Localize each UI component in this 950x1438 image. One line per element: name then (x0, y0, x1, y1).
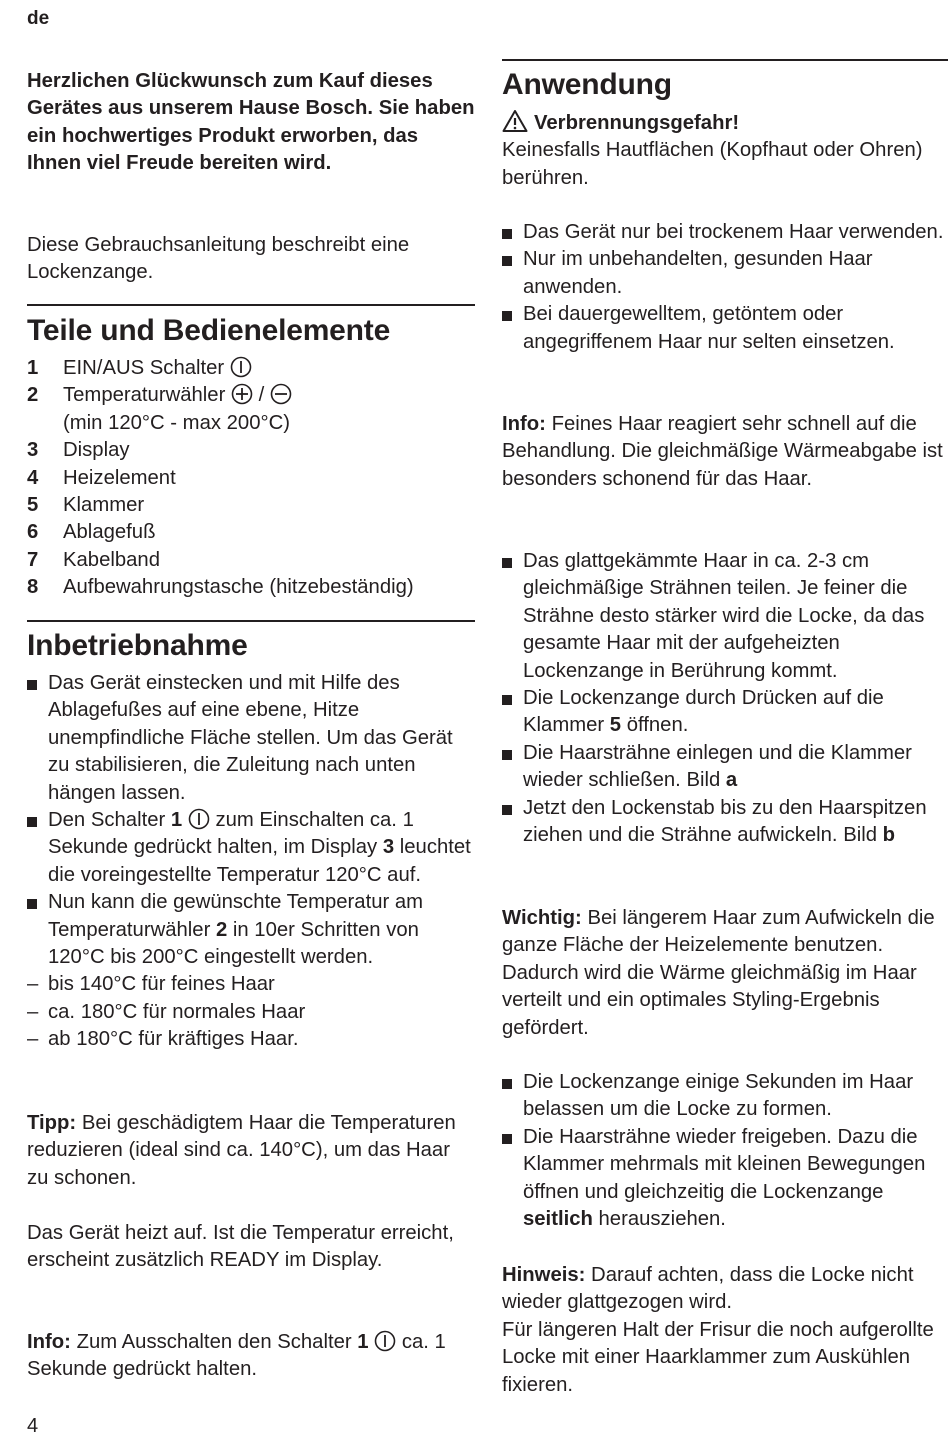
slash-separator: / (258, 384, 265, 407)
text-run: Zum Ausschalten den Schalter (76, 1331, 352, 1353)
list-item (502, 740, 948, 795)
text-run: Jetzt den Lockenstab bis zu den Haarspitzen ziehen und die Strähne aufwickeln. Bild (523, 796, 927, 847)
info-label: Info: (27, 1331, 71, 1353)
plus-icon (231, 383, 253, 405)
ref-number: 5 (609, 714, 622, 737)
text-run: zum Einschalten ca. 1 Sekunde gedrückt halten, im Display (48, 809, 414, 859)
note-text-2: Für längeren Halt der Frisur die noch aufgerollte Locke mit einer Haarklammer zum Auskühlen fixieren. (502, 1318, 934, 1396)
list-item: Nur im unbehandelten, gesunden Haar anwenden. (502, 246, 948, 301)
parts-item-label: EIN/AUS Schalter (63, 357, 225, 379)
note-line (502, 1262, 948, 1317)
parts-item-number: 3 (27, 439, 39, 462)
text-run: Nun kann die gewünschte Temperatur am Temperaturwähler (48, 891, 424, 941)
figure-ref: b (882, 824, 896, 847)
parts-item-label: Ablagefuß (63, 521, 156, 544)
text-run: herausziehen. (598, 1208, 726, 1231)
list-item: Die Lockenzange einige Sekunden im Haar belassen um die Locke zu formen. (502, 1069, 948, 1124)
tip-text: Bei geschädigtem Haar die Temperaturen reduzieren (ideal sind ca. 140°C), um das Haar zu schonen. (27, 1112, 456, 1189)
parts-item-label: Aufbewahrungstasche (hitzebeständig) (63, 576, 414, 599)
list-item (502, 795, 948, 850)
warning-title-text: Verbrennungsgefahr! (534, 112, 740, 134)
parts-item-number: 1 (27, 357, 39, 379)
list-item: Das glattgekämmte Haar in ca. 2-3 cm gleichmäßige Strähnen teilen. Je feiner die Strähne desto stärker wird die Locke, da das gesamte Haar mit der aufgeheizten Lockenzange in Berührung kommt. (502, 548, 948, 685)
parts-heading: Teile und Bedienelemente (27, 314, 391, 347)
page-number: 4 (27, 1415, 39, 1437)
emphasis: seitlich (523, 1208, 593, 1231)
power-icon (188, 808, 210, 830)
dash-item (27, 971, 475, 998)
tip-label: Tipp: (27, 1112, 77, 1134)
parts-item (27, 382, 475, 437)
minus-icon (270, 383, 292, 405)
parts-item-number: 7 (27, 548, 39, 571)
warning-text: Keinesfalls Hautflächen (Kopfhaut oder Ohren) berühren. (502, 139, 923, 189)
parts-list (27, 355, 475, 602)
dash-text: ab 180°C für kräftiges Haar. (48, 1028, 299, 1051)
list-item (502, 1124, 948, 1234)
parts-item (27, 519, 475, 546)
note-text: Darauf achten, dass die Locke nicht wieder glattgezogen wird. (502, 1264, 914, 1314)
startup-heading: Inbetriebnahme (27, 629, 248, 662)
list-item: Bei dauergewelltem, getöntem oder angegriffenem Haar nur selten einsetzen. (502, 301, 948, 356)
section-rule (27, 620, 475, 622)
power-icon (374, 1330, 396, 1352)
info-label: Info: (502, 413, 546, 435)
list-item (502, 685, 948, 740)
list-item (27, 807, 475, 889)
parts-item-number: 5 (27, 494, 39, 517)
text-run: Die Lockenzange durch Drücken auf die Klammer (523, 687, 884, 737)
parts-item-label: Display (63, 439, 130, 462)
usage-bullets-1 (502, 219, 948, 356)
important-label: Wichtig: (502, 907, 582, 929)
temperature-range: (min 120°C - max 200°C) (63, 411, 290, 434)
ref-number: 3 (382, 836, 395, 859)
warning-triangle-icon (502, 109, 528, 133)
heatup-paragraph: Das Gerät heizt auf. Ist die Temperatur erreicht, erscheint zusätzlich READY im Display. (27, 1222, 454, 1272)
note-label: Hinweis: (502, 1264, 586, 1286)
dash-item (27, 999, 475, 1026)
warning-block (502, 109, 948, 192)
parts-item-label: Kabelband (63, 548, 160, 571)
power-icon (230, 356, 252, 378)
intro-text: Diese Gebrauchsanleitung beschreibt eine Lockenzange. (27, 234, 410, 284)
important-text: Bei längerem Haar zum Aufwickeln die ganze Fläche der Heizelemente benutzen. Dadurch wird die Wärme gleichmäßig im Haar verteilt und ein optimales Styling-Ergebnis gefördert. (502, 907, 935, 1039)
dash-mark: – (27, 1000, 39, 1023)
parts-item (27, 355, 475, 382)
usage-bullets-3 (502, 1069, 948, 1233)
startup-steps (27, 670, 475, 1054)
parts-item-label: Temperaturwähler (63, 384, 226, 407)
tip-paragraph (27, 1110, 475, 1192)
parts-item (27, 492, 475, 519)
parts-item (27, 547, 475, 574)
text-run: öffnen. (626, 714, 689, 737)
list-item: Das Gerät einstecken und mit Hilfe des Ablagefußes auf eine ebene, Hitze unempfindliche Fläche stellen. Um das Gerät zu stabilisieren, die Zuleitung nach unten hängen lassen. (27, 670, 475, 807)
parts-item (27, 574, 475, 601)
text-run: Die Haarsträhne einlegen und die Klammer wieder schließen. Bild (523, 741, 912, 792)
parts-item (27, 437, 475, 464)
text-run: ca. 1 Sekunde gedrückt halten. (27, 1331, 446, 1381)
figure-ref: a (725, 769, 738, 792)
dash-text: ca. 180°C für normales Haar (48, 1000, 306, 1023)
warning-title (502, 109, 948, 137)
info-paragraph (27, 1329, 475, 1384)
ref-number: 1 (357, 1331, 369, 1353)
info-text: Feines Haar reagiert sehr schnell auf die Behandlung. Die gleichmäßige Wärmeabgabe ist besonders schonend für das Haar. (502, 413, 943, 490)
text-run: leuchtet die voreingestellte Temperatur 120°C auf. (48, 836, 471, 886)
language-code: de (27, 8, 50, 29)
info-paragraph (502, 411, 948, 493)
usage-bullets-2 (502, 548, 948, 849)
text-run: Den Schalter (48, 809, 166, 832)
parts-item-number: 6 (27, 521, 39, 544)
parts-item-label: Klammer (63, 494, 145, 517)
text-run: Die Haarsträhne wieder freigeben. Dazu die Klammer mehrmals mit kleinen Bewegungen öffnen und gleichzeitig die Lockenzange (523, 1125, 926, 1203)
text-run: in 10er Schritten von 120°C bis 200°C eingestellt werden. (48, 918, 419, 969)
list-item (27, 889, 475, 971)
ref-number: 2 (215, 918, 228, 941)
parts-item-number: 4 (27, 466, 39, 489)
dash-mark: – (27, 973, 39, 996)
dash-text: bis 140°C für feines Haar (48, 973, 275, 996)
parts-item (27, 465, 475, 492)
intro-bold-text: Herzlichen Glückwunsch zum Kauf dieses Gerätes aus unserem Hause Bosch. Sie haben ein hochwertiges Produkt erworben, das Ihnen viel Freude bereiten wird. (27, 70, 475, 175)
dash-mark: – (27, 1028, 39, 1051)
dash-item (27, 1026, 475, 1053)
parts-item-label: Heizelement (63, 466, 176, 489)
important-paragraph (502, 905, 948, 1042)
ref-number: 1 (170, 809, 183, 832)
usage-heading: Anwendung (502, 68, 672, 101)
note-paragraph (502, 1262, 948, 1399)
section-rule (27, 304, 475, 306)
list-item: Das Gerät nur bei trockenem Haar verwenden. (502, 219, 948, 246)
parts-item-number: 8 (27, 576, 39, 599)
parts-item-number: 2 (27, 384, 39, 407)
section-rule (502, 59, 948, 61)
